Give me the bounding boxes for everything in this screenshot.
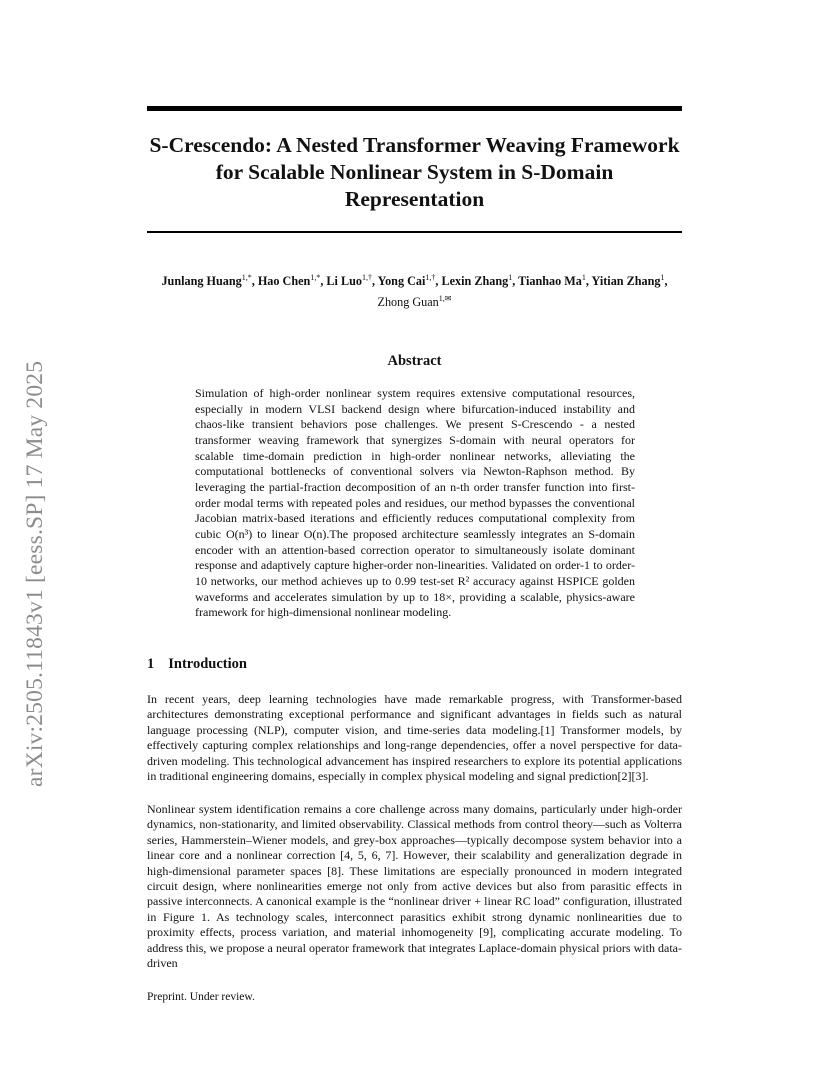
author: Li Luo$^{1,\dagger}$: [326, 273, 372, 289]
abstract-text: Simulation of high-order nonlinear system requires extensive computational resources, especially in modern VLSI backend design where bifurcation-induced instability and chaos-like transient behaviors pose challenges. We present S-Crescendo - a nested transformer weaving framework that synergizes S-domain with neural operators for scalable time-domain prediction in high-order nonlinear networks, alleviating the computational bottlenecks of conventional solvers via Newton-Raphson method. By leveraging the partial-fraction decomposition of an n-th order transfer function into first-order modal terms with repeated poles and residues, our method bypasses the conventional Jacobian matrix-based iterations and efficiently reduces computational complexity from cubic O(n³) to linear O(n).The proposed architecture seamlessly integrates an S-domain encoder with an attention-based correction operator to simultaneously isolate dominant response and adaptively capture higher-order non-linearities. Validated on order-1 to order-10 networks, our method achieves up to 0.99 test-set R² accuracy against HSPICE golden waveforms and accelerates simulation by up to 18×, providing a scalable, physics-aware framework for high-dimensional nonlinear modeling.: [195, 386, 635, 620]
intro-paragraph-1: In recent years, deep learning technologies have made remarkable progress, with Transformer-based architectures demonstrating exceptional performance and significant advantages in fields such as natural language processing (NLP), computer vision, and time-series data modeling.[1] Transformer models, by effectively capturing complex relationships and long-range dependencies, offer a novel perspective for data-driven modeling. This technological advancement has inspired researchers to explore its potential applications in traditional engineering domains, especially in complex physical modeling and signal prediction[2][3].: [147, 692, 682, 784]
author-corresponding: Zhong Guan$^{1,✉}$: [377, 294, 452, 310]
author: Hao Chen$^{1,*}$: [257, 273, 321, 289]
author: Yong Cai$^{1,\dagger}$: [377, 273, 436, 289]
author: Yitian Zhang$^1$: [591, 273, 665, 289]
arxiv-identifier: arXiv:2505.11843v1 [eess.SP] 17 May 2025: [22, 360, 48, 787]
author: Tianhao Ma$^1$: [518, 273, 586, 289]
title-rule-top: [147, 106, 682, 111]
paper-title: S-Crescendo: A Nested Transformer Weaving Framework for Scalable Nonlinear System in S-Domain Representation: [149, 133, 680, 211]
title-rule-bottom: [147, 231, 682, 233]
section-heading-introduction: 1 Introduction: [147, 656, 247, 672]
author: Junlang Huang$^{1,*}$: [161, 273, 252, 289]
author: Lexin Zhang$^1$: [441, 273, 513, 289]
abstract-heading: Abstract: [387, 353, 442, 369]
intro-paragraph-2: Nonlinear system identification remains a core challenge across many domains, particularly under high-order dynamics, non-stationarity, and limited observability. Classical methods from control theory—such as Volterra series, Hammerstein–Wiener models, and grey-box approaches—typically decompose system behavior into a linear core and a nonlinear correction [4, 5, 6, 7]. However, their scalability and generalization degrade in high-dimensional parameter spaces [8]. These limitations are especially pronounced in modern integrated circuit design, where nonlinearities emerge not only from active devices but also from parasitic effects in passive interconnects. A canonical example is the “nonlinear driver + linear RC load” configuration, illustrated in Figure 1. As technology scales, interconnect parasitics exhibit strong dynamic nonlinearities due to proximity effects, process variation, and material inhomogeneity [9], complicating accurate modeling. To address this, we propose a neural operator framework that integrates Laplace-domain physical priors with data-driven: [147, 802, 682, 971]
footer-note: Preprint. Under review.: [147, 991, 255, 1003]
author-list: Junlang Huang$^{1,*}$, Hao Chen$^{1,*}$, Li Luo$^{1,\dagger}$, Yong Cai$^{1,\dagger}$, Lexin Zhang$^1$, Tianhao Ma$^1$, Yitian Zhang$^1$, Zhong Guan$^{1,✉}$: [161, 273, 668, 310]
